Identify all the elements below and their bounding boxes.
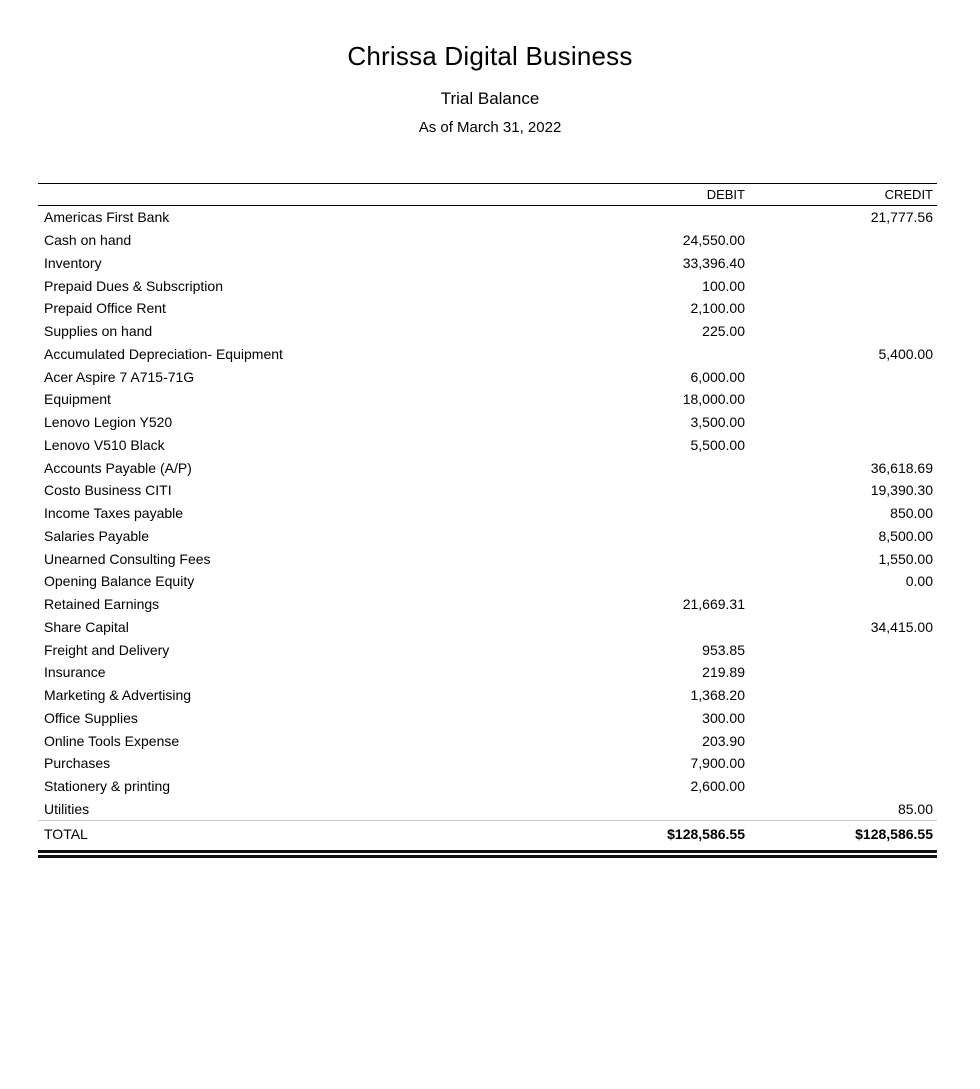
table-row	[38, 411, 937, 434]
debit-amount: 33,396.40	[682, 254, 745, 271]
table-row	[38, 547, 937, 570]
table-row	[38, 297, 937, 320]
table-row	[38, 456, 937, 479]
credit-amount: 19,390.30	[870, 482, 933, 499]
debit-amount: 21,669.31	[682, 596, 745, 613]
account-name: Prepaid Office Rent	[44, 300, 166, 317]
credit-column-header: CREDIT	[884, 187, 933, 202]
credit-amount: 21,777.56	[870, 209, 933, 226]
closing-double-rule	[38, 850, 937, 858]
debit-amount: 3,500.00	[690, 414, 745, 431]
account-name: Office Supplies	[44, 709, 138, 726]
account-name: Online Tools Expense	[44, 732, 180, 749]
table-row	[38, 775, 937, 798]
account-name: Salaries Payable	[44, 527, 150, 544]
debit-amount: 219.89	[702, 664, 745, 681]
account-name: Lenovo Legion Y520	[44, 414, 173, 431]
report-title: Trial Balance	[440, 89, 540, 108]
credit-amount: 34,415.00	[870, 618, 933, 635]
table-row	[38, 479, 937, 502]
credit-amount: 85.00	[897, 800, 933, 817]
credit-amount: 850.00	[890, 505, 933, 522]
account-name: Opening Balance Equity	[44, 573, 195, 590]
table-row	[38, 206, 937, 229]
account-name: Stationery & printing	[44, 778, 171, 795]
table-row	[38, 798, 937, 821]
account-name: Insurance	[44, 664, 106, 681]
debit-amount: 225.00	[702, 323, 745, 340]
table-row	[38, 752, 937, 775]
account-name: Share Capital	[44, 618, 129, 635]
account-name: Marketing & Advertising	[44, 687, 192, 704]
report-header	[0, 0, 980, 137]
total-credit-amount: $128,586.55	[855, 825, 933, 842]
table-row	[38, 684, 937, 707]
total-label: TOTAL	[44, 825, 88, 842]
total-debit-amount: $128,586.55	[667, 825, 745, 842]
account-name: Utilities	[44, 800, 90, 817]
account-name: Equipment	[44, 391, 111, 408]
debit-amount: 5,500.00	[690, 436, 745, 453]
credit-amount: 0.00	[905, 573, 933, 590]
account-name: Costo Business CITI	[44, 482, 172, 499]
table-row	[38, 343, 937, 366]
account-name: Prepaid Dues & Subscription	[44, 277, 223, 294]
credit-amount: 1,550.00	[878, 550, 933, 567]
table-row	[38, 365, 937, 388]
table-row	[38, 274, 937, 297]
debit-amount: 1,368.20	[690, 687, 745, 704]
account-name: Accounts Payable (A/P)	[44, 459, 192, 476]
debit-amount: 2,100.00	[690, 300, 745, 317]
debit-amount: 300.00	[702, 709, 745, 726]
report-date: As of March 31, 2022	[418, 119, 562, 136]
account-name: Retained Earnings	[44, 596, 160, 613]
account-name: Supplies on hand	[44, 323, 153, 340]
debit-amount: 24,550.00	[682, 232, 745, 249]
table-row	[38, 502, 937, 525]
company-name: Chrissa Digital Business	[347, 41, 633, 71]
debit-column-header: DEBIT	[706, 187, 745, 202]
credit-amount: 8,500.00	[878, 527, 933, 544]
account-name: Acer Aspire 7 A715-71G	[44, 368, 195, 385]
table-row	[38, 729, 937, 752]
account-name: Accumulated Depreciation- Equipment	[44, 345, 283, 362]
account-name: Cash on hand	[44, 232, 132, 249]
debit-amount: 7,900.00	[690, 755, 745, 772]
account-name: Purchases	[44, 755, 111, 772]
table-row	[38, 638, 937, 661]
table-row	[38, 229, 937, 252]
account-name: Lenovo V510 Black	[44, 436, 165, 453]
account-name: Inventory	[44, 254, 102, 271]
debit-amount: 18,000.00	[682, 391, 745, 408]
table-total-row	[38, 820, 937, 846]
table-row	[38, 434, 937, 457]
debit-amount: 100.00	[702, 277, 745, 294]
account-name: Freight and Delivery	[44, 641, 170, 658]
table-row	[38, 570, 937, 593]
debit-amount: 2,600.00	[690, 778, 745, 795]
table-row	[38, 525, 937, 548]
credit-amount: 5,400.00	[878, 345, 933, 362]
table-row	[38, 661, 937, 684]
credit-amount: 36,618.69	[870, 459, 933, 476]
trial-balance-table	[38, 183, 937, 858]
debit-amount: 6,000.00	[690, 368, 745, 385]
table-body	[38, 206, 937, 820]
debit-amount: 953.85	[702, 641, 745, 658]
table-row	[38, 252, 937, 275]
table-row	[38, 616, 937, 639]
account-name: Unearned Consulting Fees	[44, 550, 211, 567]
table-row	[38, 320, 937, 343]
debit-amount: 203.90	[702, 732, 745, 749]
table-row	[38, 593, 937, 616]
account-name: Income Taxes payable	[44, 505, 184, 522]
table-header-row	[38, 183, 937, 206]
table-row	[38, 707, 937, 730]
table-row	[38, 388, 937, 411]
account-name: Americas First Bank	[44, 209, 170, 226]
